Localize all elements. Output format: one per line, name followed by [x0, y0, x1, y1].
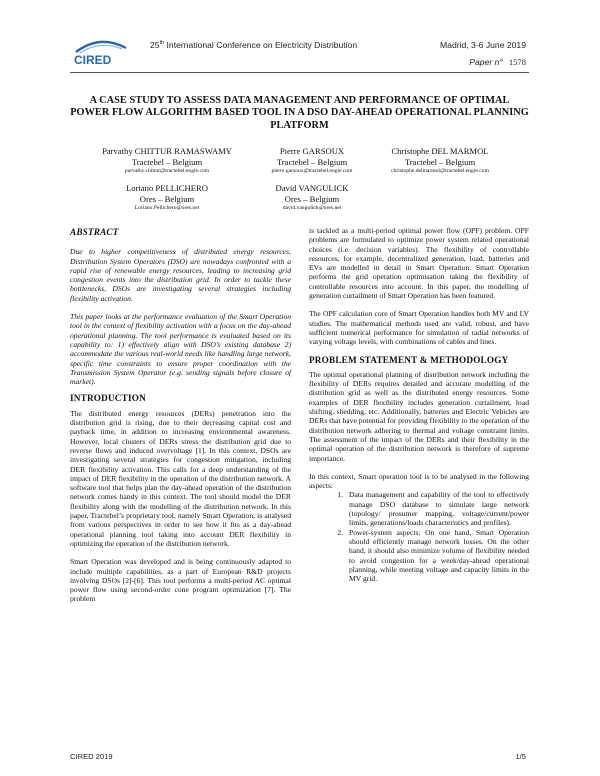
author-3: Christophe DEL MARMOL Tractebel – Belgium christophe.delmarmol@tractebel.engie.com	[391, 146, 489, 174]
list-item: 2. Power-system aspects: On one hand, Smart Operation should efficiently manage network losses. On the other hand, it should also minimize volume of flexibility needed to avoid congestion for a week/day-ahead operational planning, while meeting voltage and capacity limits in the MV grid.	[345, 528, 529, 584]
footer-conference: CIRED 2019	[70, 752, 113, 761]
abstract-heading: ABSTRACT	[70, 227, 119, 237]
aspects-list	[309, 490, 529, 583]
header-rule	[70, 72, 529, 73]
paper-number: Paper n° 1578	[469, 57, 526, 67]
right-paragraph-2: The OPF calculation core of Smart Operation handles both MV and LV studies. The mathematical methods used are valid, robust, and have sufficient numerical performance for simulation of radial networks of varying voltage levels, with combinations of cables and lines.	[309, 309, 529, 347]
problem-statement-heading: PROBLEM STATEMENT & METHODOLOGY	[309, 354, 509, 365]
right-paragraph-3: The optimal operational planning of distribution network including the flexibility of DERs requires detailed and accurate modelling of the distribution grid as well as the distributed energy resources. Some examples of DER flexibility includes generation curtailment, load shifting, shedding, etc. Additionally, batteries and Electric Vehicles are DERs that have potential for providing flexibility to the operation of the distribution network adhering to thermal and voltage constraint limits. The assessment of the impact of the DERs and their flexibility in the optimal operation of the distribution network is therefore of supreme importance.	[309, 369, 529, 463]
logo-text: CIRED	[74, 53, 112, 66]
abstract-paragraph-2: This paper looks at the performance evaluation of the Smart Operation tool in the context of flexibility activation with a focus on the day-ahead operational planning. The tool performance is evaluated based on its capability to: 1) effectively align with DSO’s existing database 2) accommodate the various real-world needs like handling large network, specific time constraints to ensure proper coordination with the Transmission System Operator (e.g. sending signals before closure of market).	[70, 312, 291, 387]
introduction-heading: INTRODUCTION	[70, 393, 146, 404]
place-date: Madrid, 3-6 June 2019	[440, 40, 526, 50]
page-number: 1/5	[515, 752, 526, 761]
introduction-paragraph-2: Smart Operation was developed and is being continuously adapted to include multiple capabilities, as a part of European R&D projects involving DSOs [2]-[6]. This tool performs a multi-period AC optimal power flow using second-order cone program optimization [7]. The problem	[70, 557, 291, 604]
conference-name: 25th International Conference on Electricity Distribution	[150, 40, 358, 50]
paper-title: A CASE STUDY TO ASSESS DATA MANAGEMENT AND PERFORMANCE OF OPTIMAL POWER FLOW ALGORITHM BASED TOOL IN A DSO DAY-AHEAD OPERATIONAL PLANNING PLATFORM	[70, 95, 529, 131]
author-1: Parvathy CHITTUR RAMASWAMY Tractebel – Belgium parvathy.chittur@tractebel.engie.com	[102, 146, 232, 174]
introduction-paragraph-1: The distributed energy resources (DERs) penetration into the distribution grid is rising, due to their decreasing capital cost and payback time, in addition to increasing environmental awareness. However, local clusters of DERs stress the distribution grid due to reverse flows and induced overvoltage [1]. In this context, DSOs are investigating several strategies for congestion mitigation, including DER flexibility activation. This calls for a deep understanding of the impact of DER flexibility in the operation of the distribution network. A software tool that helps plan the day-ahead operation of the distribution network comes handy in this context. The tool should model the DER flexibility along with the modelling of the distribution network. In this paper, Tractebel’s proprietary tool, namely Smart Operation, is analysed from various perspectives in order to see how it fits as a day-ahead operational planning tool taking into account DER flexibility in optimizing the operation of the distribution network.	[70, 408, 291, 548]
list-item: 1. Data management and capability of the tool to effectively manage DSO database to simulate large network (topology/ prosumer mapping, voltage/current/power limits, generations/loads characteristics and profiles).	[345, 490, 529, 527]
left-column	[70, 228, 291, 604]
author-2: Pierre GARSOUX Tractebel – Belgium pierre.garsoux@tractebel.engie.com	[271, 146, 353, 174]
abstract-paragraph-1: Due to higher competitiveness of distributed energy resources, Distribution System Operators (DSO) are nowadays confronted with a rapid rise of renewable energy resources, leading to increasing grid congestion events into the distribution grid. In order to tackle these bottlenecks, DSOs are investigating several strategies including flexibility activation.	[70, 247, 291, 303]
cired-logo	[70, 36, 132, 66]
right-column	[309, 226, 529, 583]
right-paragraph-1: is tackled as a multi-period optimal power flow (OPF) problem. OPF problems are formulated to optimize power system related operational choices (i.e. decision variables). The flexibility of controllable resources, for example, decentralized generation, load, batteries and EVs are modelled in detail in Smart Operation. Smart Operation performs the grid operation optimisation taking the flexibility of controllable resources into account. In this paper, the modelling of generation curtailment of Smart Operation has been featured.	[309, 226, 529, 301]
right-paragraph-4: In this context, Smart operation tool is to be analysed in the following aspects:	[309, 471, 529, 491]
author-5: David VANGULICK Ores – Belgium david.vangulick@ores.net	[275, 183, 349, 211]
author-4: Loriano PELLICHERO Ores – Belgium Loriano.Pellichero@ores.net	[126, 183, 208, 211]
